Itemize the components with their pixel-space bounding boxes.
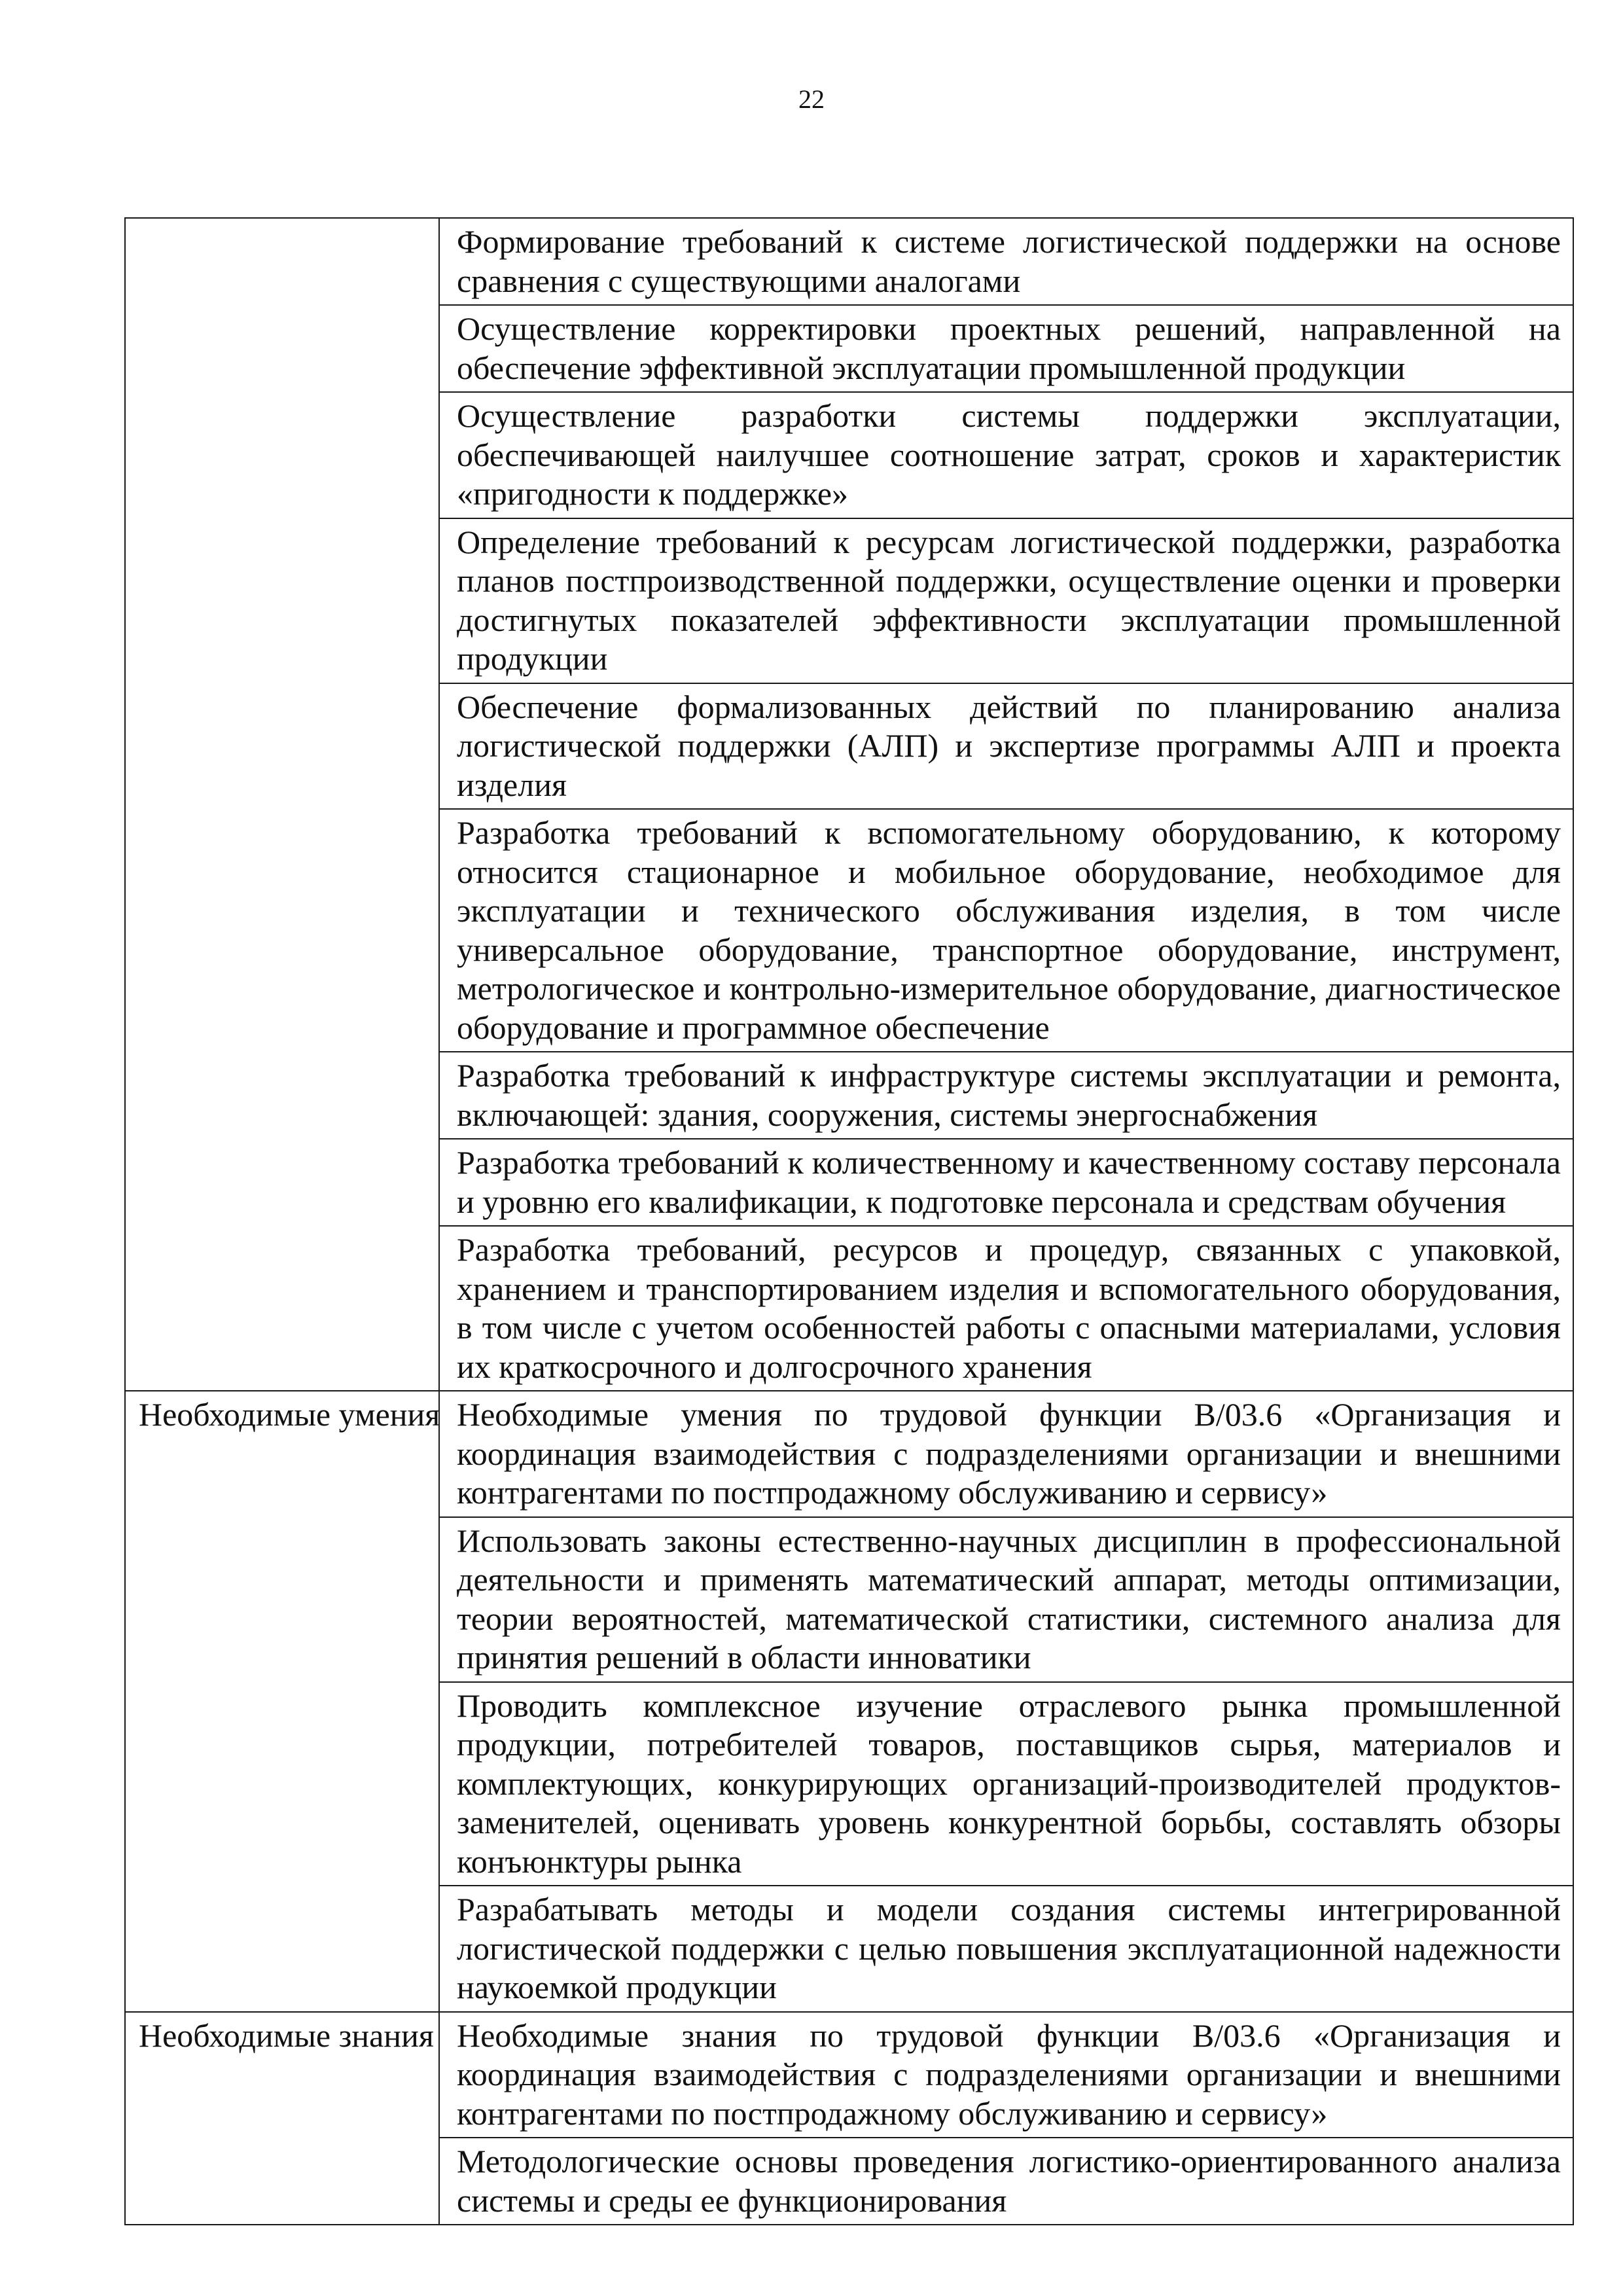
table-cell: Осуществление разработки системы поддержки эксплуатации, обеспечивающей наилучшее соотношение затрат, сроков и характеристик «пригодности к поддержке»: [439, 392, 1573, 518]
table-cell: Необходимые умения по трудовой функции В/03.6 «Организация и координация взаимодействия с подразделениями организации и внешними контрагентами по постпродажному обслуживанию и сервису»: [439, 1391, 1573, 1517]
empty-label-cell: [125, 218, 439, 1391]
table-cell: Методологические основы проведения логистико-ориентированного анализа системы и среды ее функционирования: [439, 2138, 1573, 2225]
knowledge-label: Необходимые знания: [125, 2012, 439, 2225]
table-cell: Проводить комплексное изучение отраслевого рынка промышленной продукции, потребителей товаров, поставщиков сырья, материалов и комплектующих, конкурирующих организаций-производителей продуктов-заменителей, оценивать уровень конкурентной борьбы, составлять обзоры конъюнктуры рынка: [439, 1682, 1573, 1886]
requirements-table: [124, 217, 1574, 2225]
table-cell: Разработка требований, ресурсов и процедур, связанных с упаковкой, хранением и транспортированием изделия и вспомогательного оборудования, в том числе с учетом особенностей работы с опасными материалами, условия их краткосрочного и долгосрочного хранения: [439, 1226, 1573, 1391]
table-cell: Обеспечение формализованных действий по планированию анализа логистической поддержки (АЛП) и экспертизе программы АЛП и проекта изделия: [439, 683, 1573, 810]
table-row: [125, 218, 1573, 305]
table-cell: Разработка требований к инфраструктуре системы эксплуатации и ремонта, включающей: здания, сооружения, системы энергоснабжения: [439, 1052, 1573, 1139]
skills-label: Необходимые умения: [125, 1391, 439, 2012]
table-cell: Использовать законы естественно-научных дисциплин в профессиональной деятельности и применять математический аппарат, методы оптимизации, теории вероятностей, математической статистики, системного анализа для принятия решений в области инноватики: [439, 1517, 1573, 1682]
table-row: [125, 2012, 1573, 2138]
table-cell: Формирование требований к системе логистической поддержки на основе сравнения с существующими аналогами: [439, 218, 1573, 305]
table-cell: Разработка требований к количественному и качественному составу персонала и уровню его квалификации, к подготовке персонала и средствам обучения: [439, 1139, 1573, 1226]
table-cell: Определение требований к ресурсам логистической поддержки, разработка планов постпроизводственной поддержки, осуществление оценки и проверки достигнутых показателей эффективности эксплуатации промышленной продукции: [439, 518, 1573, 683]
table-cell: Разработка требований к вспомогательному оборудованию, к которому относится стационарное и мобильное оборудование, необходимое для эксплуатации и технического обслуживания изделия, в том числе универсальное оборудование, транспортное оборудование, инструмент, метрологическое и контрольно-измерительное оборудование, диагностическое оборудование и программное обеспечение: [439, 809, 1573, 1052]
table-row: [125, 1391, 1573, 1517]
table-cell: Разрабатывать методы и модели создания системы интегрированной логистической поддержки с целью повышения эксплуатационной надежности наукоемкой продукции: [439, 1886, 1573, 2012]
table-cell: Необходимые знания по трудовой функции В/03.6 «Организация и координация взаимодействия с подразделениями организации и внешними контрагентами по постпродажному обслуживанию и сервису»: [439, 2012, 1573, 2138]
page-number: 22: [798, 84, 825, 114]
table-cell: Осуществление корректировки проектных решений, направленной на обеспечение эффективной эксплуатации промышленной продукции: [439, 305, 1573, 392]
